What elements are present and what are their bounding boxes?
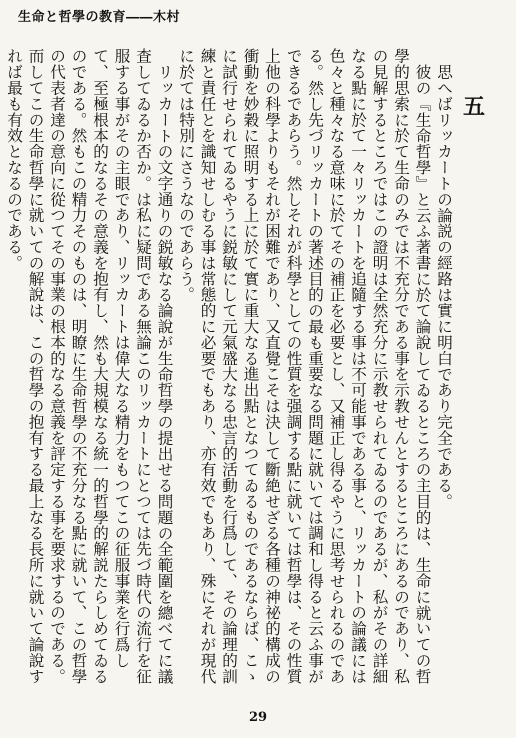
paragraph: 彼の『生命哲學』と云ふ著書に於て論說してゐるところの主目的は、生命に就いての哲學的思索に於て生命のみでは不充分である事を示教せんとするところにあるのであり、私の見解するところではこの證明は全然充分に示教せられてゐるのであるが、私がその詳細なる點に於て一々リッカートを追隨する事は不可能事である事と、リッカートの論議には色々と種々なる意味に於てその補正を必要とし、又補正し得るやうに思考せられるのである。然し先づリッカートの著述目的の最も重要なる問題に就いては調和し得ると云ふ事ができるであらう。然しそれが科學としての性質を强調する點に就いては哲學は、その性質上他の科學よりもそれが困難であり、又直覺こそは決して斷絶せざる各種の神祕的構成の衝動を妙穀に照明する上に於て實に重大なる進出點となつてゐるものであるならば、こゝに試行せられてゐるやうに鋭敏にして元氣盛大なる忠言的活動を行爲して、その論理的訓練と責任とを識知せしむる事は常態的に必要でもあり、亦有效でもあり、殊にそれが現代に於ては特別にさうなのであらう。 bbox=[177, 48, 432, 684]
body-text bbox=[5, 48, 454, 688]
section-number: 五 bbox=[462, 94, 485, 120]
page-number: 29 bbox=[248, 710, 268, 725]
running-head: 生命と哲學の教育――木村 bbox=[18, 10, 181, 25]
paragraph: リッカートの文字通りの鋭敏なる論說が生命哲學の提出せる問題の全範圍を總べてに議査してゐるか否か。は私に疑問である無論このリッカートにとつては先づ時代の流行を征服する事がその主眼であり、リッカートは偉大なる精力をもつてこの征服事業を行爲して、至極根本的なるその意義を抱有し、然も大規模なる統一的哲學的解説たらしめてゐるのである。然もこの精力そのものは、明瞭に生命哲學の不充分なる點に就いて、この哲學の代表者達の意向に從つてその事業の根本的なる意義を評定する事を要求するのである。而してこの生命哲學に就いての解說は、この哲學の抱有する最上なる長所に就いて論說すれば最も有效となるのである。 bbox=[5, 48, 174, 684]
paragraph: 思へばリッカートの論説の經路は實に明白であり完全である。 bbox=[435, 63, 453, 509]
